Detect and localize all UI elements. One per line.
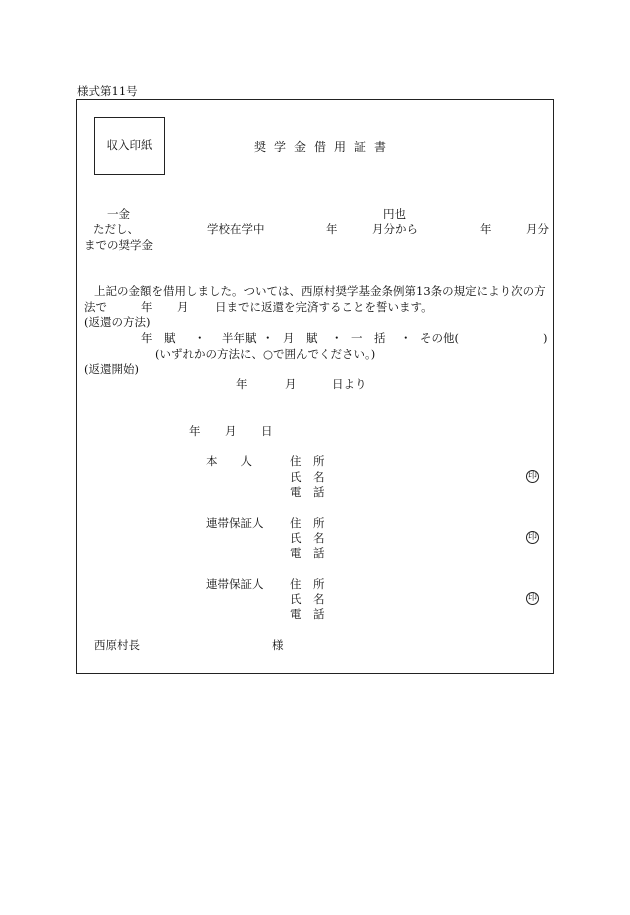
repayment-start-year: 年 [236, 377, 248, 391]
seal-mark: 印 [527, 532, 537, 542]
date-year: 年 [189, 424, 201, 438]
seal-mark: 印 [527, 471, 537, 481]
party-name-label: 氏 名 [290, 592, 325, 606]
seal-mark: 印 [527, 593, 537, 603]
document-title: 奨学金借用証書 [254, 140, 395, 154]
proviso-month-to: 月分 [526, 222, 549, 236]
body-line1: 上記の金額を借用しました。ついては、西原村奨学基金条例第13条の規定により次の方 [94, 284, 546, 298]
body-line2-month: 月 [177, 300, 189, 314]
party-address-label: 住 所 [290, 454, 325, 468]
method-note: (いずれかの方法に、○で囲んでください。) [155, 347, 376, 361]
party-role-borrower: 本 人 [206, 454, 252, 468]
addressee-honorific: 様 [272, 638, 284, 652]
method-separator: ・ [400, 331, 412, 345]
party-name-label: 氏 名 [290, 531, 325, 545]
form-number: 様式第11号 [77, 84, 138, 98]
date-month: 月 [225, 424, 237, 438]
method-monthly: 月 賦 [283, 331, 318, 345]
party-phone-label: 電 話 [290, 546, 325, 560]
method-other-close: ) [543, 331, 548, 345]
date-day: 日 [261, 424, 273, 438]
method-separator: ・ [331, 331, 343, 345]
amount-prefix: 一金 [107, 207, 130, 221]
proviso-month-from: 月分から [372, 222, 418, 236]
repayment-start-day: 日より [332, 377, 367, 391]
method-semiannual: 半年賦 [222, 331, 257, 345]
revenue-stamp-label: 収入印紙 [106, 138, 153, 153]
repayment-method-heading: (返還の方法) [84, 315, 151, 329]
proviso-lead: ただし、 [93, 222, 139, 236]
party-address-label: 住 所 [290, 516, 325, 530]
amount-suffix: 円也 [383, 207, 406, 221]
proviso-year-from: 年 [326, 222, 338, 236]
party-role-guarantor-1: 連帯保証人 [206, 516, 264, 530]
proviso-year-to: 年 [480, 222, 492, 236]
revenue-stamp-box [94, 117, 165, 175]
body-line2-year: 年 [141, 300, 153, 314]
party-phone-label: 電 話 [290, 485, 325, 499]
party-name-label: 氏 名 [290, 470, 325, 484]
method-annual: 年 賦 [141, 331, 176, 345]
method-other: その他( [420, 331, 459, 345]
party-role-guarantor-2: 連帯保証人 [206, 577, 264, 591]
party-phone-label: 電 話 [290, 607, 325, 621]
method-separator: ・ [262, 331, 274, 345]
repayment-start-month: 月 [285, 377, 297, 391]
addressee-name: 西原村長 [94, 638, 140, 652]
body-line2-lead: 法で [84, 300, 107, 314]
method-lump-sum: 一 括 [351, 331, 386, 345]
repayment-start-heading: (返還開始) [84, 362, 139, 376]
party-address-label: 住 所 [290, 577, 325, 591]
proviso-line2: までの奨学金 [84, 238, 153, 252]
method-separator: ・ [194, 331, 206, 345]
body-line2-rest: 日までに返還を完済することを誓います。 [215, 300, 433, 314]
proviso-school: 学校在学中 [207, 222, 265, 236]
